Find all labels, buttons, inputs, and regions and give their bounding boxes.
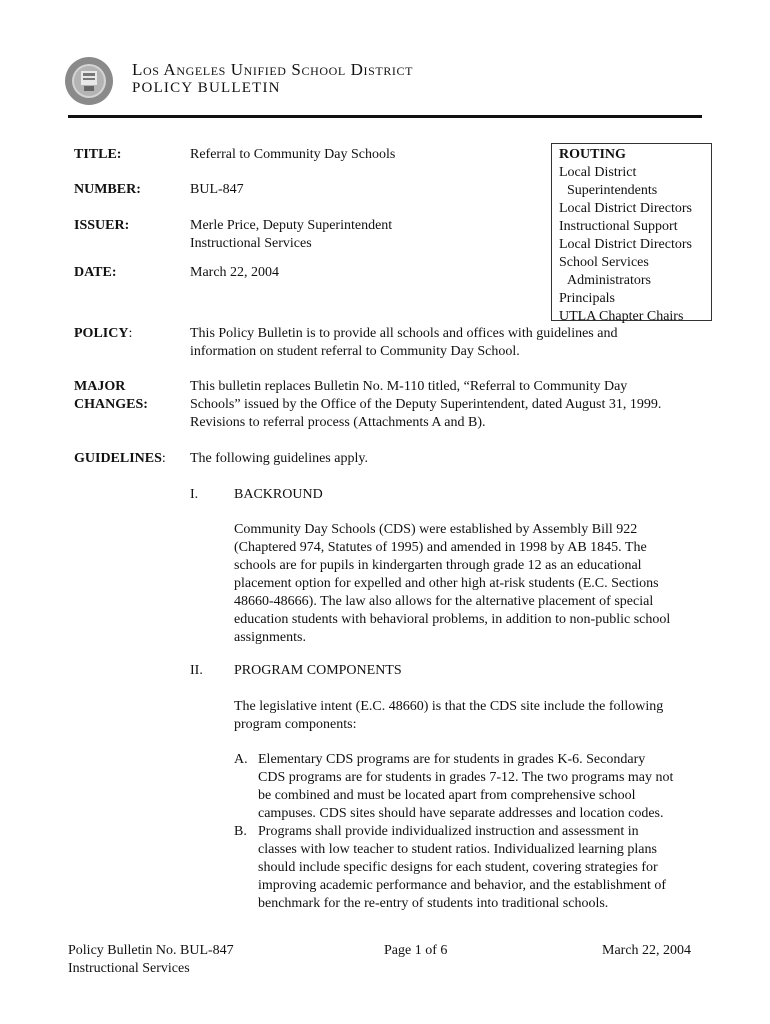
issuer-office: Instructional Services — [190, 236, 312, 251]
section-1-title: BACKROUND — [234, 487, 323, 502]
section-2-intro: The legislative intent (E.C. 48660) is that the CDS site include the following program components: — [234, 699, 664, 732]
routing-heading: ROUTING — [559, 147, 626, 162]
program-components-list — [234, 751, 710, 913]
section-2-number: II. — [190, 663, 203, 678]
footer-office: Instructional Services — [68, 961, 190, 976]
routing-box — [551, 143, 712, 324]
routing-line: Superintendents — [567, 183, 658, 198]
title-value: Referral to Community Day Schools — [190, 147, 396, 162]
footer-date: March 22, 2004 — [602, 943, 692, 958]
routing-line: School Services — [559, 255, 649, 270]
section-1-body: Community Day Schools (CDS) were established by Assembly Bill 922 (Chaptered 974, Statutes of 1995) and amended in 1998 by AB 1845. The schools are for pupils in kindergarten through grade 12 as an educational placement option for expelled and other high at-risk students (E.C. Sections 48660-48666). The law also allows for the alternative placement of special education students with behavioral problems, in addition to non-public school assignments. — [234, 522, 671, 645]
header-rule — [68, 115, 702, 118]
policy-label: POLICY: — [74, 326, 133, 341]
policy-text: This Policy Bulletin is to provide all schools and offices with guidelines and information on student referral to Community Day School. — [190, 326, 618, 359]
routing-line: Principals — [559, 291, 615, 306]
section-2-title: PROGRAM COMPONENTS — [234, 663, 402, 678]
number-label: NUMBER: — [74, 182, 141, 197]
date-value: March 22, 2004 — [190, 265, 280, 280]
title-label: TITLE: — [74, 147, 122, 162]
footer-page-number: Page 1 of 6 — [384, 943, 448, 958]
guidelines-label: GUIDELINES: — [74, 451, 166, 466]
list-item: B. Programs shall provide individualized instruction and assessment in classes with low teacher to student ratios. Individualized learning plans should include specific designs for each student, covering strategies for improving academic performance and behavior, and the establishment of benchmark for the re-entry of students into traditional schools. — [234, 824, 667, 911]
district-seal — [64, 56, 114, 106]
routing-line: Local District Directors — [559, 201, 692, 216]
routing-line: UTLA Chapter Chairs — [559, 309, 684, 324]
routing-line: Instructional Support — [559, 219, 678, 234]
issuer-name: Merle Price, Deputy Superintendent — [190, 218, 393, 233]
date-label: DATE: — [74, 265, 117, 280]
list-item-marker: B. — [234, 824, 247, 839]
guidelines-text: The following guidelines apply. — [190, 451, 368, 466]
major-changes-label: MAJOR CHANGES: — [74, 379, 148, 412]
routing-line: Administrators — [567, 273, 651, 288]
section-1-number: I. — [190, 487, 199, 502]
routing-line: Local District — [559, 165, 637, 180]
routing-line: Local District Directors — [559, 237, 692, 252]
number-value: BUL-847 — [190, 182, 244, 197]
district-name: Los Angeles Unified School District — [132, 60, 414, 79]
bulletin-type: POLICY BULLETIN — [132, 80, 281, 96]
issuer-label: ISSUER: — [74, 218, 130, 233]
list-item: A. Elementary CDS programs are for students in grades K-6. Secondary CDS programs are for students in grades 7-12. The two programs may not be combined and must be located apart from comprehensive school campuses. CDS sites should have separate addresses and location codes. — [234, 752, 674, 821]
major-changes-text: This bulletin replaces Bulletin No. M-110 titled, “Referral to Community Day Schools” issued by the Office of the Deputy Superintendent, dated August 31, 1999. Revisions to referral process (Attachments A and B). — [190, 379, 662, 430]
list-item-marker: A. — [234, 752, 248, 767]
footer-bulletin-number: Policy Bulletin No. BUL-847 — [68, 943, 234, 958]
